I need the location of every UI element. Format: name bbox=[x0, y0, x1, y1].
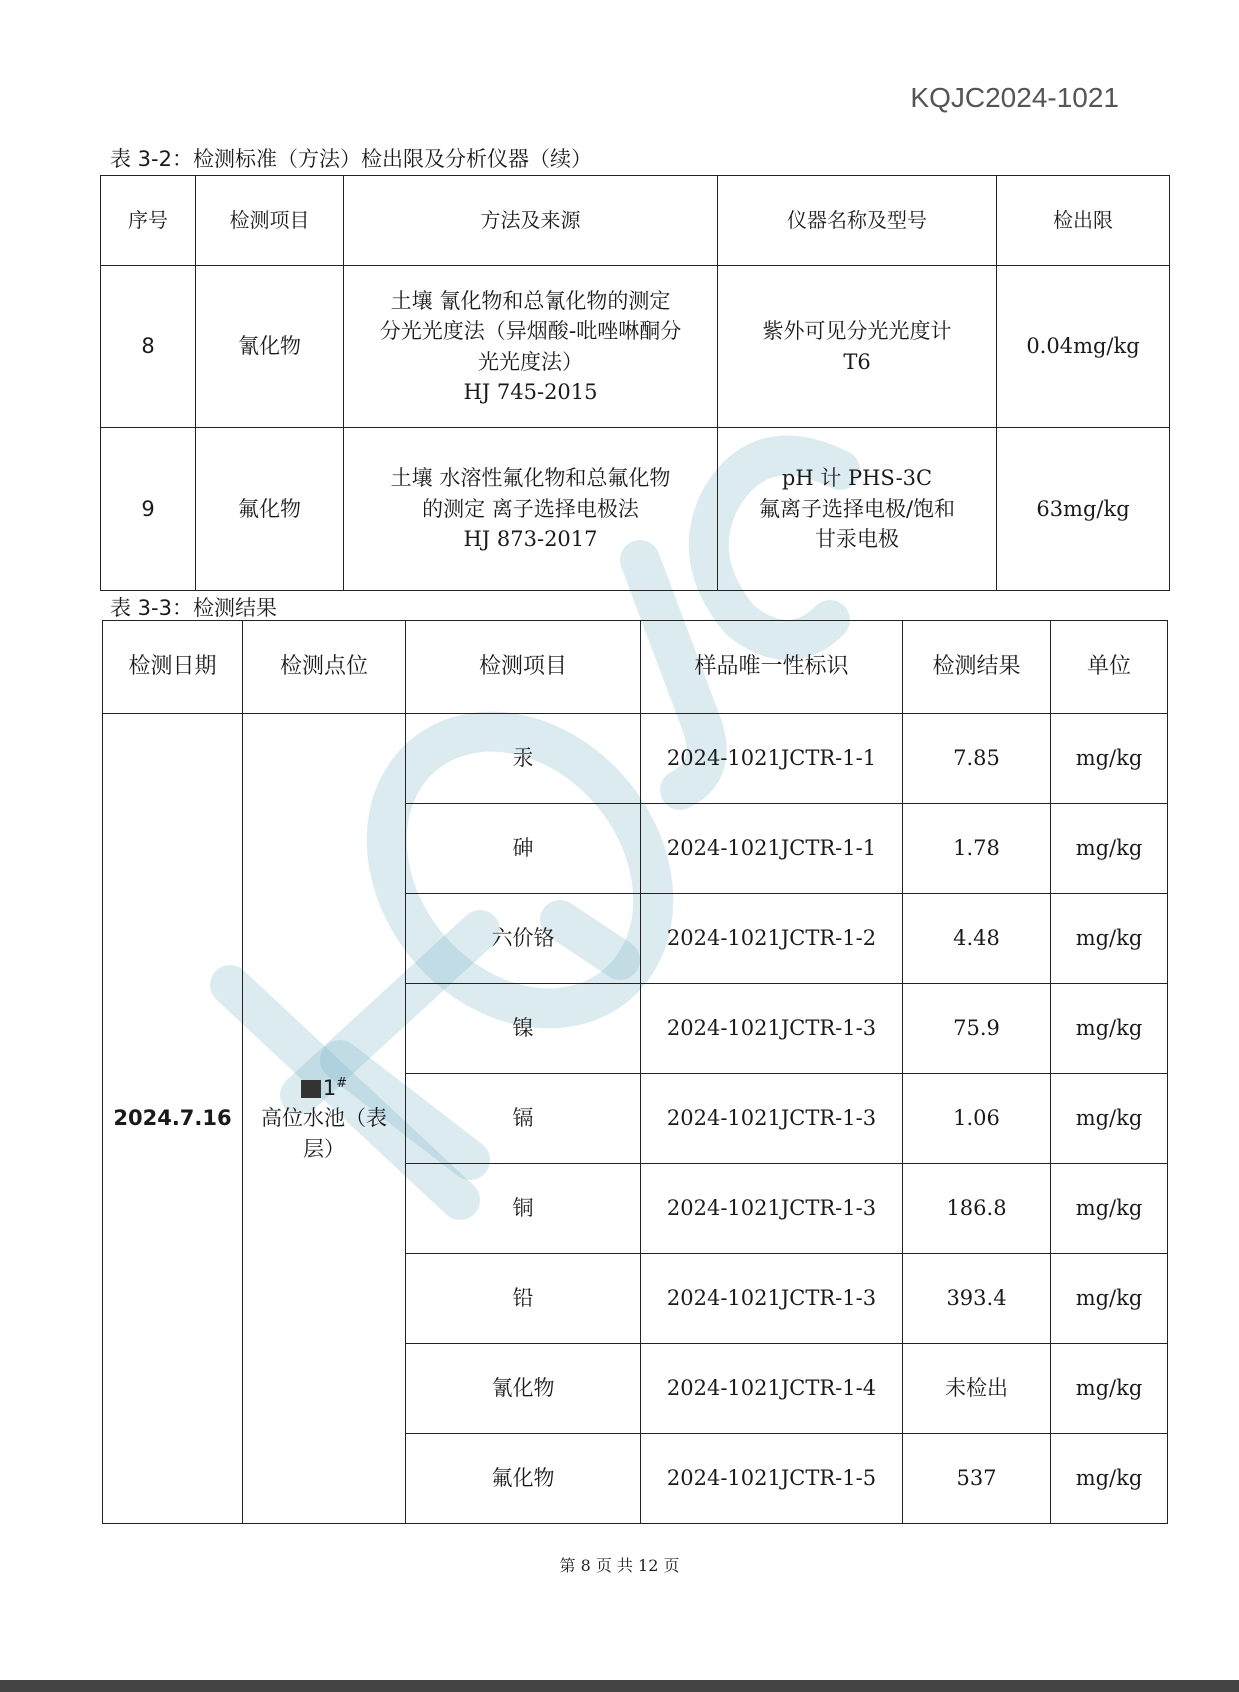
unit: mg/kg bbox=[1051, 1434, 1168, 1524]
header-cell: 检出限 bbox=[997, 176, 1170, 266]
table-3-3-caption: 表 3-3：检测结果 bbox=[110, 596, 277, 620]
test-result: 1.06 bbox=[903, 1074, 1051, 1164]
header-cell: 检测日期 bbox=[103, 621, 243, 714]
test-item: 铅 bbox=[406, 1254, 641, 1344]
method-line: HJ 873-2017 bbox=[463, 527, 598, 552]
instrument-cell bbox=[718, 266, 997, 428]
table-3-2-caption: 表 3-2：检测标准（方法）检出限及分析仪器（续） bbox=[110, 147, 592, 171]
instrument-line: pH 计 PHS-3C bbox=[781, 466, 933, 491]
test-item: 氟化物 bbox=[196, 428, 344, 591]
row-number: 9 bbox=[101, 428, 196, 591]
site-number: 1# bbox=[249, 1073, 399, 1103]
test-result: 537 bbox=[903, 1434, 1051, 1524]
header-cell: 单位 bbox=[1051, 621, 1168, 714]
header-cell: 检测结果 bbox=[903, 621, 1051, 714]
method-line: 土壤 水溶性氟化物和总氟化物 bbox=[390, 466, 671, 491]
header-cell: 方法及来源 bbox=[344, 176, 718, 266]
standards-table bbox=[100, 175, 1170, 591]
unit: mg/kg bbox=[1051, 804, 1168, 894]
test-date: 2024.7.16 bbox=[103, 714, 243, 1524]
test-result: 393.4 bbox=[903, 1254, 1051, 1344]
detection-limit: 63mg/kg bbox=[997, 428, 1170, 591]
method-cell bbox=[344, 428, 718, 591]
report-number: KQJC2024-1021 bbox=[910, 82, 1119, 113]
site-name-line: 高位水池（表 bbox=[261, 1106, 387, 1131]
sample-id: 2024-1021JCTR-1-5 bbox=[641, 1434, 903, 1524]
sample-id: 2024-1021JCTR-1-1 bbox=[641, 804, 903, 894]
unit: mg/kg bbox=[1051, 1164, 1168, 1254]
test-result: 4.48 bbox=[903, 894, 1051, 984]
sample-id: 2024-1021JCTR-1-3 bbox=[641, 1254, 903, 1344]
unit: mg/kg bbox=[1051, 1254, 1168, 1344]
row-number: 8 bbox=[101, 266, 196, 428]
results-table bbox=[102, 620, 1168, 1524]
header-cell: 仪器名称及型号 bbox=[718, 176, 997, 266]
sample-id: 2024-1021JCTR-1-3 bbox=[641, 984, 903, 1074]
unit: mg/kg bbox=[1051, 714, 1168, 804]
page-footer: 第 8 页 共 12 页 bbox=[559, 1556, 680, 1575]
test-item: 氰化物 bbox=[196, 266, 344, 428]
test-item: 氟化物 bbox=[406, 1434, 641, 1524]
test-item: 镉 bbox=[406, 1074, 641, 1164]
instrument-line: T6 bbox=[843, 349, 871, 374]
test-result: 75.9 bbox=[903, 984, 1051, 1074]
unit: mg/kg bbox=[1051, 1344, 1168, 1434]
test-result: 1.78 bbox=[903, 804, 1051, 894]
sample-id: 2024-1021JCTR-1-1 bbox=[641, 714, 903, 804]
test-result: 7.85 bbox=[903, 714, 1051, 804]
test-item: 氰化物 bbox=[406, 1344, 641, 1434]
instrument-line: 氟离子选择电极/饱和 bbox=[758, 496, 956, 521]
test-item: 六价铬 bbox=[406, 894, 641, 984]
method-line: 光光度法） bbox=[478, 349, 583, 374]
unit: mg/kg bbox=[1051, 894, 1168, 984]
table-row bbox=[101, 266, 1170, 428]
table-header-row bbox=[103, 621, 1168, 714]
instrument-line: 紫外可见分光光度计 bbox=[762, 319, 952, 344]
unit: mg/kg bbox=[1051, 1074, 1168, 1164]
method-line: 的测定 离子选择电极法 bbox=[422, 496, 639, 521]
method-line: 分光光度法（异烟酸-吡唑啉酮分 bbox=[379, 319, 682, 344]
header-cell: 序号 bbox=[101, 176, 196, 266]
method-line: HJ 745-2015 bbox=[463, 379, 598, 404]
sample-id: 2024-1021JCTR-1-4 bbox=[641, 1344, 903, 1434]
test-item: 砷 bbox=[406, 804, 641, 894]
method-cell bbox=[344, 266, 718, 428]
instrument-cell bbox=[718, 428, 997, 591]
redacted-mark bbox=[301, 1080, 321, 1098]
detection-limit: 0.04mg/kg bbox=[997, 266, 1170, 428]
header-cell: 检测项目 bbox=[196, 176, 344, 266]
sample-id: 2024-1021JCTR-1-2 bbox=[641, 894, 903, 984]
unit: mg/kg bbox=[1051, 984, 1168, 1074]
table-header-row bbox=[101, 176, 1170, 266]
header-cell: 样品唯一性标识 bbox=[641, 621, 903, 714]
sample-id: 2024-1021JCTR-1-3 bbox=[641, 1074, 903, 1164]
test-item: 镍 bbox=[406, 984, 641, 1074]
test-result: 186.8 bbox=[903, 1164, 1051, 1254]
table-row bbox=[101, 428, 1170, 591]
scan-edge bbox=[0, 1680, 1239, 1692]
method-line: 土壤 氰化物和总氰化物的测定 bbox=[390, 288, 671, 313]
test-site bbox=[243, 714, 406, 1524]
test-item: 铜 bbox=[406, 1164, 641, 1254]
test-item: 汞 bbox=[406, 714, 641, 804]
site-name-line: 层） bbox=[303, 1136, 345, 1161]
header-cell: 检测项目 bbox=[406, 621, 641, 714]
instrument-line: 甘汞电极 bbox=[815, 527, 899, 552]
sample-id: 2024-1021JCTR-1-3 bbox=[641, 1164, 903, 1254]
header-cell: 检测点位 bbox=[243, 621, 406, 714]
table-row bbox=[103, 714, 1168, 804]
test-result: 未检出 bbox=[903, 1344, 1051, 1434]
